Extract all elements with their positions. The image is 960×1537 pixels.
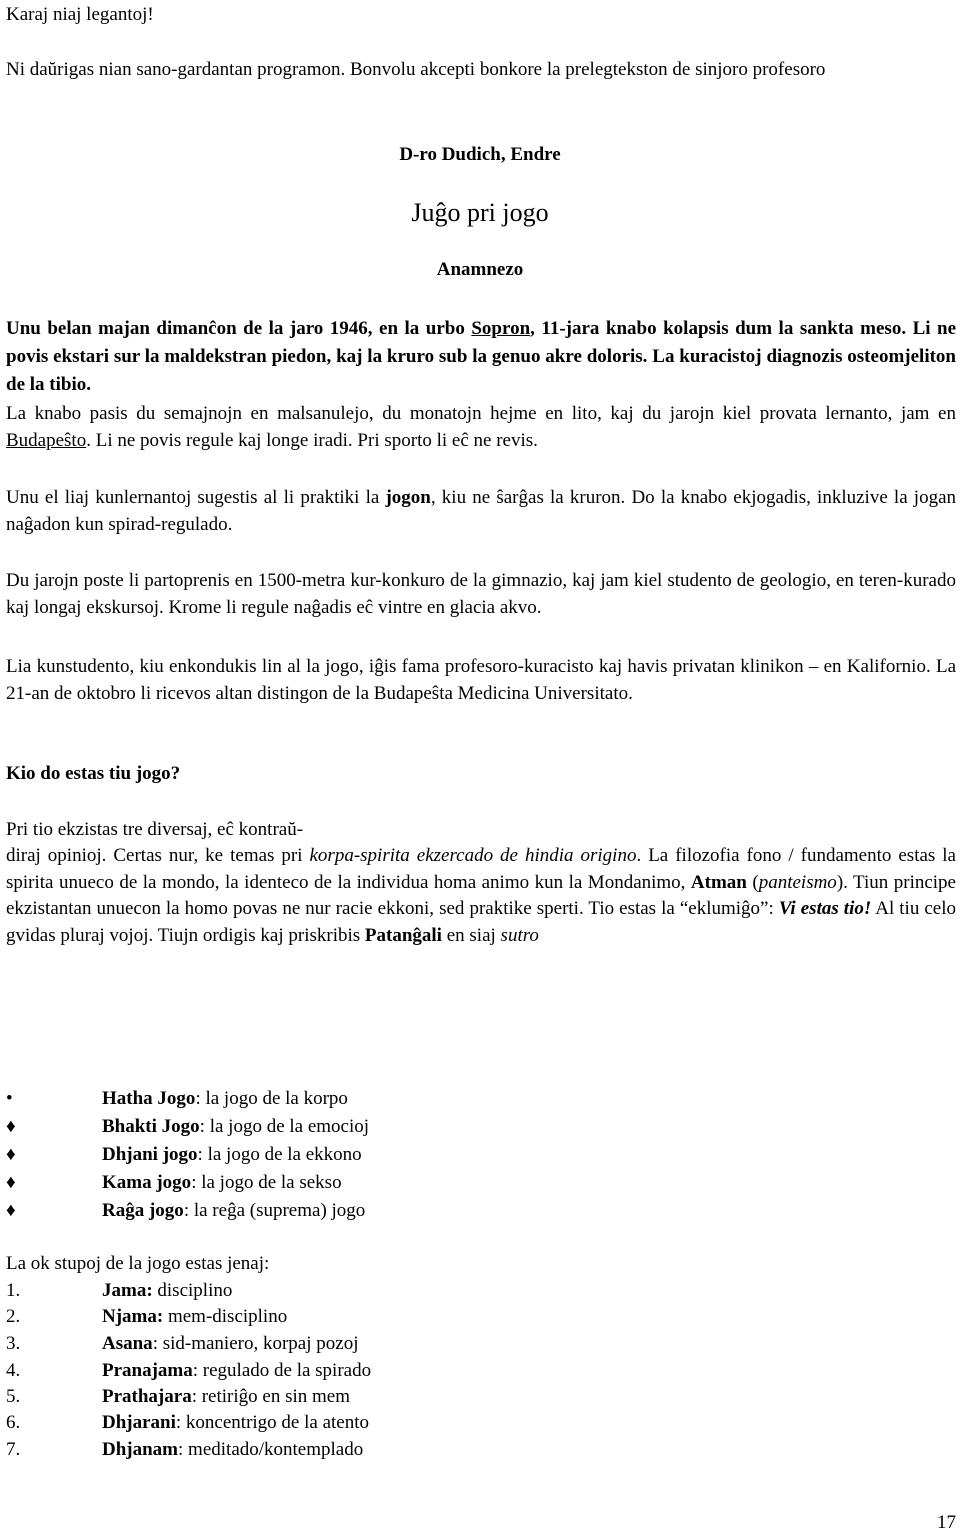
anamnezo-paragraph-2: La knabo pasis du semajnojn en malsanulejo, du monatojn hejme en lito, kaj du jarojn kiel provata lernanto, jam en Budapeŝto. Li ne povis regule kaj longe iradi. Pri sporto li eĉ ne revis.: [6, 403, 956, 451]
question-heading: Kio do estas tiu jogo?: [6, 763, 181, 784]
diamond-bullet-icon: ♦: [6, 1144, 16, 1165]
bullet-dot-icon: •: [6, 1088, 13, 1109]
link-sopron: Sopron: [471, 318, 531, 339]
page-number: 17: [937, 1512, 956, 1533]
diamond-bullet-icon: ♦: [6, 1172, 16, 1193]
anamnezo-paragraph-5: Lia kunstudento, kiu enkondukis lin al la jogo, iĝis fama profesoro-kuracisto kaj havis privatan klinikon – en Kalifornio. La 21-an de oktobro li ricevos altan distingon de la Budapeŝta Medicina Universitato.: [6, 656, 956, 704]
diamond-bullet-icon: ♦: [6, 1116, 16, 1137]
greeting: Karaj niaj legantoj!: [6, 4, 154, 25]
anamnezo-paragraph-1: Unu belan majan dimanĉon de la jaro 1946, en la urbo Sopron, 11-jara knabo kolapsis dum la sankta meso. Li ne povis ekstari sur la maldekstran piedon, kaj la kruro sub la genuo akre doloris. La kuracistoj diagnozis osteomjeliton de la tibio.: [6, 318, 957, 395]
lecture-title: Juĝo pri jogo: [411, 198, 549, 227]
jogo-paragraph: diraj opinioj. Certas nur, ke temas pri korpa-spirita ekzercado de hindia origino. La filozofia fono / fundamento estas la spirita unueco de la mondo, la identeco de la individua homa animo kun la Mondanimo, Atman (panteismo). Tiun principe ekzistantan unuecon la homo povas ne nur racie ekkoni, sed praktike sperti. Tio estas la “eklumiĝo”: Vi estas tio! Al tiu celo gvidas pluraj vojoj. Tiujn ordigis kaj priskribis Patanĝali en siaj sutro: [6, 845, 957, 946]
jogo-line-1: Pri tio ekzistas tre diversaj, eĉ kontraŭ-: [6, 819, 304, 840]
steps-intro: La ok stupoj de la jogo estas jenaj:: [6, 1253, 270, 1274]
author-name: D-ro Dudich, Endre: [399, 144, 561, 165]
anamnezo-paragraph-4: Du jarojn poste li partoprenis en 1500-metra kur-konkuro de la gimnazio, kaj jam kiel studento de geologio, en teren-kurado kaj longaj ekskursoj. Krome li regule naĝadis eĉ vintre en glacia akvo.: [6, 570, 956, 618]
intro-paragraph: Ni daŭrigas nian sano-gardantan programon. Bonvolu akcepti bonkore la prelegtekston de sinjoro profesoro: [6, 59, 826, 80]
section-heading-anamnezo: Anamnezo: [436, 259, 524, 280]
link-budapesto: Budapeŝto: [6, 429, 87, 451]
diamond-bullet-icon: ♦: [6, 1200, 16, 1221]
anamnezo-paragraph-3: Unu el liaj kunlernantoj sugestis al li praktiki la jogon, kiu ne ŝarĝas la kruron. Do la knabo ekjogadis, inkluzive la jogan naĝadon kun spirad-regulado.: [6, 487, 957, 535]
